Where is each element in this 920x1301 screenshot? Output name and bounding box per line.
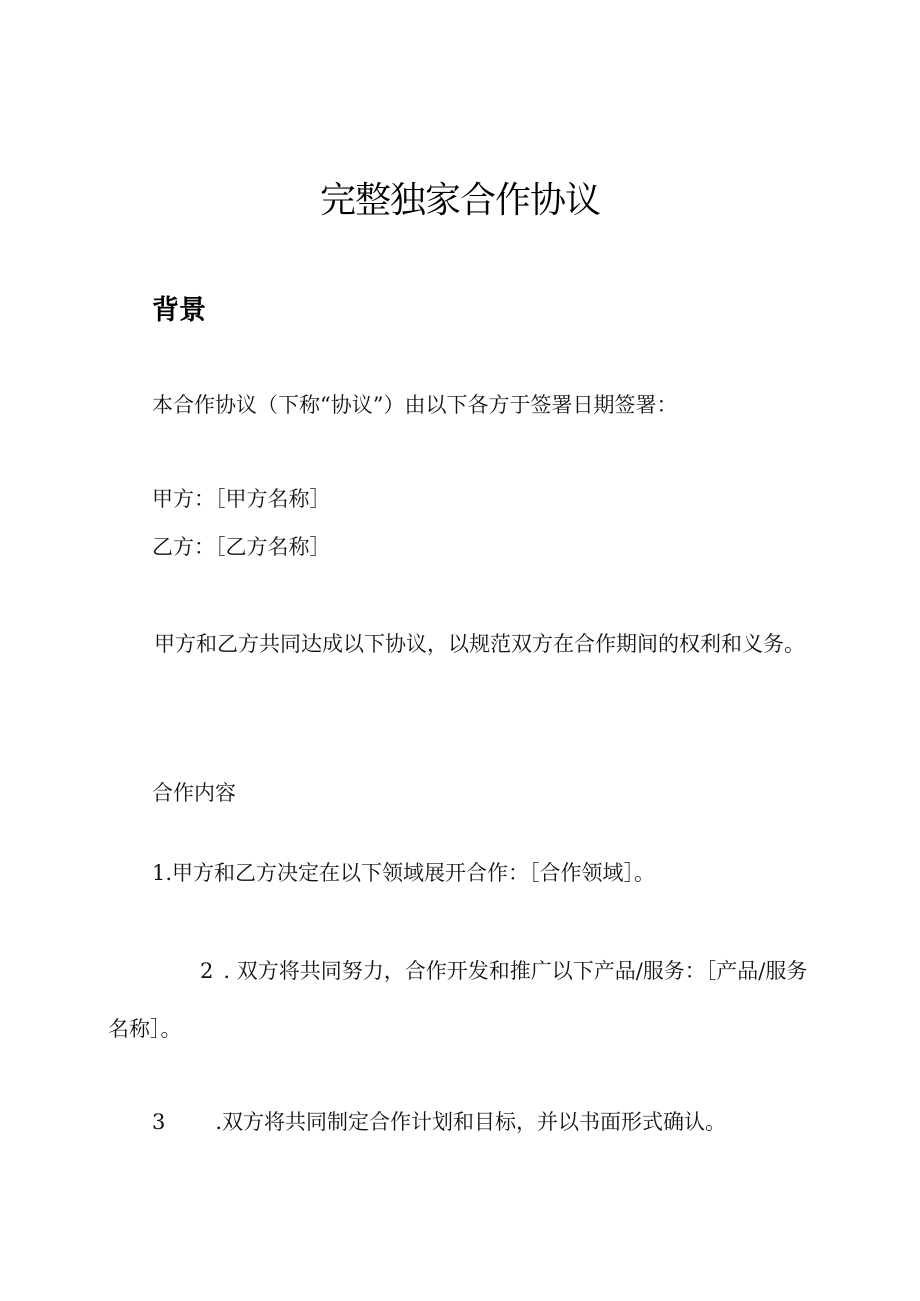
list-item [152,1107,726,1137]
intro-paragraph: 本合作协议（下称“协议”）由以下各方于签署日期签署： [152,393,678,417]
list-item-number: 3 [152,1110,166,1134]
list-item-text: . 双方将共同努力，合作开发和推广以下产品/服务：［产品/服务名称］。 [108,959,808,1041]
list-item [152,858,655,888]
party-b-line: 乙方：［乙方名称］ [152,535,331,559]
list-item [108,942,808,1058]
list-item-text: 甲方和乙方决定在以下领域展开合作：［合作领域］。 [172,861,656,885]
cooperation-content-subheading: 合作内容 [152,781,236,805]
list-item-number: 2 [200,959,214,983]
party-a-line: 甲方：［甲方名称］ [152,487,331,511]
list-item-text: .双方将共同制定合作计划和目标，并以书面形式确认。 [215,1110,727,1134]
document-title: 完整独家合作协议 [319,180,600,221]
section-heading-background: 背景 [152,295,206,326]
purpose-paragraph: 甲方和乙方共同达成以下协议，以规范双方在合作期间的权利和义务。 [154,632,805,656]
list-item-number: 1. [152,861,173,885]
